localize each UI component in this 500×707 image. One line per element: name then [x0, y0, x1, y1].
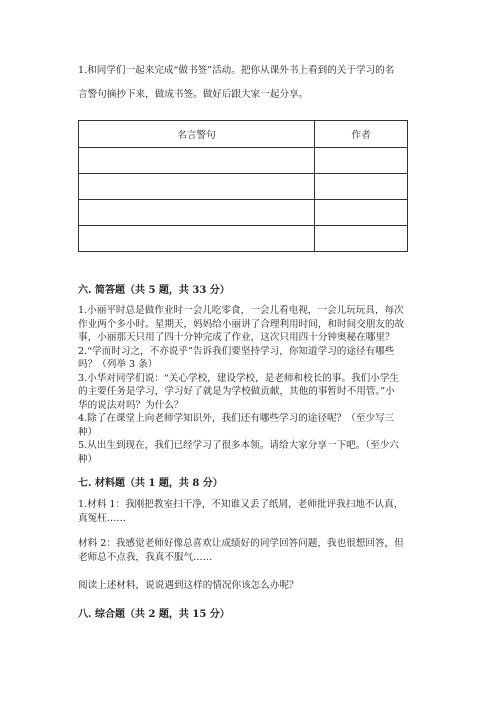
table-cell[interactable]	[315, 148, 408, 174]
s6-line: 4.除了在课堂上向老师学知识外，我们还有哪些学习的途径呢？（至少写三	[78, 413, 395, 424]
intro-line-2: 言警句摘抄下来，做成书签。做好后跟大家一起分享。	[78, 89, 309, 100]
s6-line: 华的说法对吗？为什么？	[78, 399, 184, 411]
table-cell[interactable]	[79, 174, 315, 200]
material-2	[78, 537, 404, 564]
table-cell[interactable]	[79, 200, 315, 226]
material-2-line: 材料 2：我感觉老师好像总喜欢让成绩好的同学回答问题，我也很想回答，但	[78, 538, 404, 549]
s6-line: 1.小丽平时总是做作业时一会儿吃零食，一会儿看电视，一会儿玩玩具，每次	[78, 305, 404, 316]
section-7-question: 阅读上述材料，说说遇到这样的情况你该怎么办呢？	[78, 580, 299, 591]
table-cell[interactable]	[315, 174, 408, 200]
s6-line: 3.小华对同学们说：“关心学校，建设学校，是老师和校长的事。我们小学生	[78, 372, 400, 384]
table-cell[interactable]	[79, 226, 315, 252]
s6-line: 2.“学而时习之，不亦说乎”告诉我们要坚持学习，你知道学习的途径有哪些	[78, 345, 395, 357]
header-author: 作者	[315, 121, 408, 148]
table-cell[interactable]	[315, 200, 408, 226]
table-row	[79, 174, 408, 200]
section-6-heading: 六. 简答题（共 5 题，共 33 分）	[78, 285, 230, 296]
material-1-line: 1.材料 1：我刚把教室扫干净，不知谁又丢了纸屑，老师批评我扫地不认真，	[78, 499, 404, 510]
s6-line: 种）	[78, 426, 98, 438]
intro-line-1: 1.和同学们一起来完成“做书签”活动。把你从课外书上看到的关于学习的名	[78, 65, 395, 76]
material-2-line: 老师总不点我，我真不服气……	[78, 551, 213, 563]
material-1-line: 真冤枉……	[78, 512, 126, 524]
s6-line: 作业两个多小时。星期天，妈妈给小丽讲了合理利用时间，和时间交朋友的故	[78, 318, 405, 330]
table-header-row	[79, 121, 408, 148]
table-cell[interactable]	[315, 226, 408, 252]
s6-line: 种）	[78, 453, 98, 465]
s6-line: 5.从出生到现在，我们已经学习了很多本领。请给大家分享一下吧。（至少六	[78, 440, 399, 451]
header-quote: 名言警句	[79, 121, 315, 148]
intro-question	[78, 59, 394, 107]
quote-table	[78, 120, 408, 252]
section-8-heading: 八. 综合题（共 2 题，共 15 分）	[78, 609, 230, 620]
section-6-body	[78, 304, 404, 466]
section-7-heading: 七. 材料题（共 1 题，共 8 分）	[78, 478, 223, 489]
table-row	[79, 200, 408, 226]
table-row	[79, 148, 408, 174]
s6-line: 的主要任务是学习，学习好了就是为学校做贡献，其他的事暂时不用管。”小	[78, 386, 395, 397]
s6-line: 吗？（列举 3 条）	[78, 359, 158, 370]
table-cell[interactable]	[79, 148, 315, 174]
s6-line: 事，小丽那天只用了四十分钟完成了作业，这次只用四十分钟奥秘在哪里？	[78, 332, 395, 343]
material-1	[78, 498, 403, 525]
table-row	[79, 226, 408, 252]
